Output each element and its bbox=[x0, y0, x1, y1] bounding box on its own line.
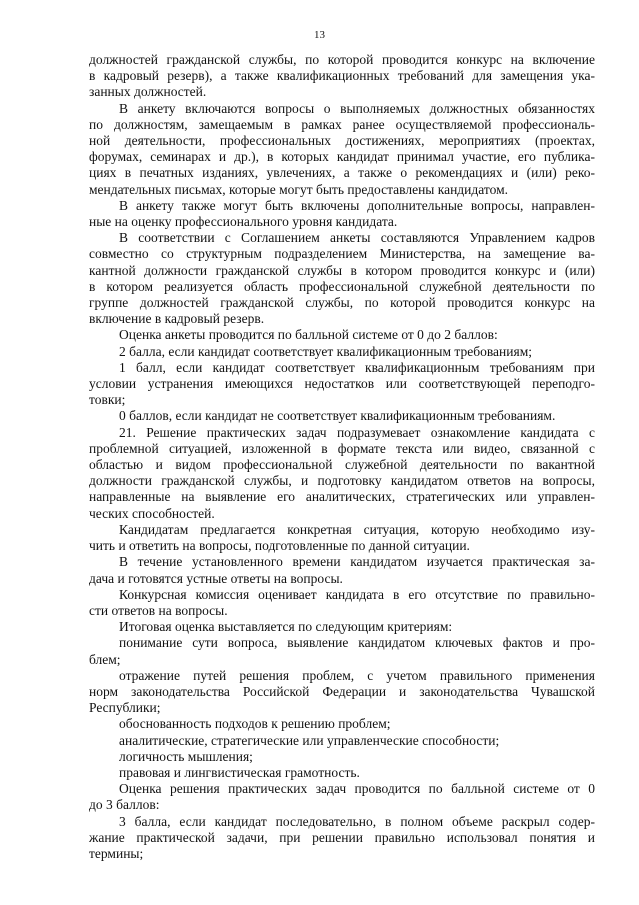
text-line: направленные на выявление его аналитических, стратегических или управлен- bbox=[89, 489, 595, 505]
text-line: 3 балла, если кандидат последовательно, в полном объеме раскрыл содер- bbox=[119, 813, 595, 829]
text-line: термины; bbox=[89, 845, 144, 861]
text-line: по должностям, замещаемым в рамках ранее осуществляемой профессиональ- bbox=[89, 116, 595, 132]
paragraph bbox=[89, 587, 595, 619]
text-line: мендательных письмах, которые могут быть предоставлены кандидатом. bbox=[89, 181, 509, 197]
text-line: товки; bbox=[89, 392, 126, 408]
paragraph bbox=[89, 198, 595, 230]
text-line: ной деятельности, профессиональных достижениях, мероприятиях (проектах, bbox=[89, 133, 595, 149]
paragraph bbox=[89, 522, 595, 554]
text-line: циях в печатных изданиях, увлечениях, а также о рекомендациях и (или) реко- bbox=[89, 165, 595, 181]
text-line: В анкету включаются вопросы о выполняемых должностных обязанностях bbox=[119, 100, 595, 116]
text-line: ческих способностей. bbox=[89, 505, 215, 521]
paragraph bbox=[89, 360, 595, 409]
text-line: норм законодательства Российской Федерации и законодательства Чувашской bbox=[89, 683, 595, 699]
paragraph bbox=[89, 781, 595, 813]
text-line: понимание сути вопроса, выявление кандидатом ключевых фактов и про- bbox=[119, 635, 595, 651]
page-number: 13 bbox=[314, 29, 325, 41]
text-line: чить и ответить на вопросы, подготовленные по данной ситуации. bbox=[89, 538, 470, 554]
text-line: должности гражданской службы, и подготовку кандидатом ответов на вопросы, bbox=[89, 473, 595, 489]
text-line: Оценка анкеты проводится по балльной системе от 0 до 2 баллов: bbox=[119, 327, 498, 343]
text-line: ные на оценку профессионального уровня кандидата. bbox=[89, 214, 398, 230]
text-line: кантной должности гражданской службы в котором проводится конкурс и (или) bbox=[89, 262, 595, 278]
paragraph bbox=[89, 344, 595, 360]
paragraph bbox=[89, 408, 595, 424]
text-line: 2 балла, если кандидат соответствует квалификационным требованиям; bbox=[119, 343, 532, 359]
text-line: до 3 баллов: bbox=[89, 797, 160, 813]
text-line: занных должностей. bbox=[89, 84, 207, 100]
text-line: жание практической задачи, при решении правильно использовал понятия и bbox=[89, 829, 595, 845]
text-line: Оценка решения практических задач проводится по балльной системе от 0 bbox=[119, 781, 595, 797]
text-line: в котором реализуется область профессиональной служебной деятельности по bbox=[89, 278, 595, 294]
paragraph bbox=[89, 52, 595, 101]
text-line: группе должностей гражданской службы, по которой проводится конкурс на bbox=[89, 295, 595, 311]
text-line: Республики; bbox=[89, 700, 161, 716]
text-line: 1 балл, если кандидат соответствует квалификационным требованиям при bbox=[119, 359, 595, 375]
text-line: 21. Решение практических задач подразумевает ознакомление кандидата с bbox=[119, 424, 595, 440]
paragraph bbox=[89, 668, 595, 717]
paragraph bbox=[89, 619, 595, 635]
text-line: должностей гражданской службы, по которой проводится конкурс на включение bbox=[89, 52, 595, 67]
paragraph bbox=[89, 327, 595, 343]
text-line: блем; bbox=[89, 651, 121, 667]
text-line: дача и готовятся устные ответы на вопросы. bbox=[89, 570, 343, 586]
text-line: В анкету также могут быть включены дополнительные вопросы, направлен- bbox=[119, 197, 595, 213]
paragraph bbox=[89, 230, 595, 327]
text-line: 0 баллов, если кандидат не соответствует квалификационным требованиям. bbox=[119, 408, 556, 424]
paragraph bbox=[89, 765, 595, 781]
text-line: сти ответов на вопросы. bbox=[89, 602, 228, 618]
text-line: условии устранения имеющихся недостатков или соответствующей переподго- bbox=[89, 376, 595, 392]
text-line: Конкурсная комиссия оценивает кандидата в его отсутствие по правильно- bbox=[119, 586, 595, 602]
text-line: форумах, семинарах и др.), в которых кандидат принимал участие, его публика- bbox=[89, 149, 595, 165]
text-line: в кадровый резерв), а также квалификационных требований для замещения ука- bbox=[89, 68, 595, 84]
text-line: В течение установленного времени кандидатом изучается практическая за- bbox=[119, 554, 595, 570]
paragraph bbox=[89, 749, 595, 765]
text-line: областью и видом профессиональной служебной деятельности по вакантной bbox=[89, 457, 595, 473]
body-text bbox=[89, 52, 595, 862]
paragraph bbox=[89, 814, 595, 863]
paragraph bbox=[89, 733, 595, 749]
text-line: проблемной ситуацией, изложенной в формате текста или видео, связанной с bbox=[89, 440, 595, 456]
text-line: Кандидатам предлагается конкретная ситуация, которую необходимо изу- bbox=[119, 521, 595, 537]
paragraph bbox=[89, 635, 595, 667]
text-line: обоснованность подходов к решению проблем; bbox=[119, 716, 391, 732]
paragraph bbox=[89, 554, 595, 586]
paragraph bbox=[89, 101, 595, 198]
text-line: Итоговая оценка выставляется по следующим критериям: bbox=[119, 619, 453, 635]
text-line: логичность мышления; bbox=[119, 748, 253, 764]
text-line: правовая и лингвистическая грамотность. bbox=[119, 764, 360, 780]
paragraph bbox=[89, 425, 595, 522]
paragraph bbox=[89, 716, 595, 732]
text-line: совместно со структурным подразделением Министерства, на замещение ва- bbox=[89, 246, 595, 262]
text-line: включение в кадровый резерв. bbox=[89, 311, 265, 327]
text-line: отражение путей решения проблем, с учетом правильного применения bbox=[119, 667, 595, 683]
text-line: аналитические, стратегические или управленческие способности; bbox=[119, 732, 500, 748]
text-line: В соответствии с Соглашением анкеты составляются Управлением кадров bbox=[119, 230, 595, 246]
